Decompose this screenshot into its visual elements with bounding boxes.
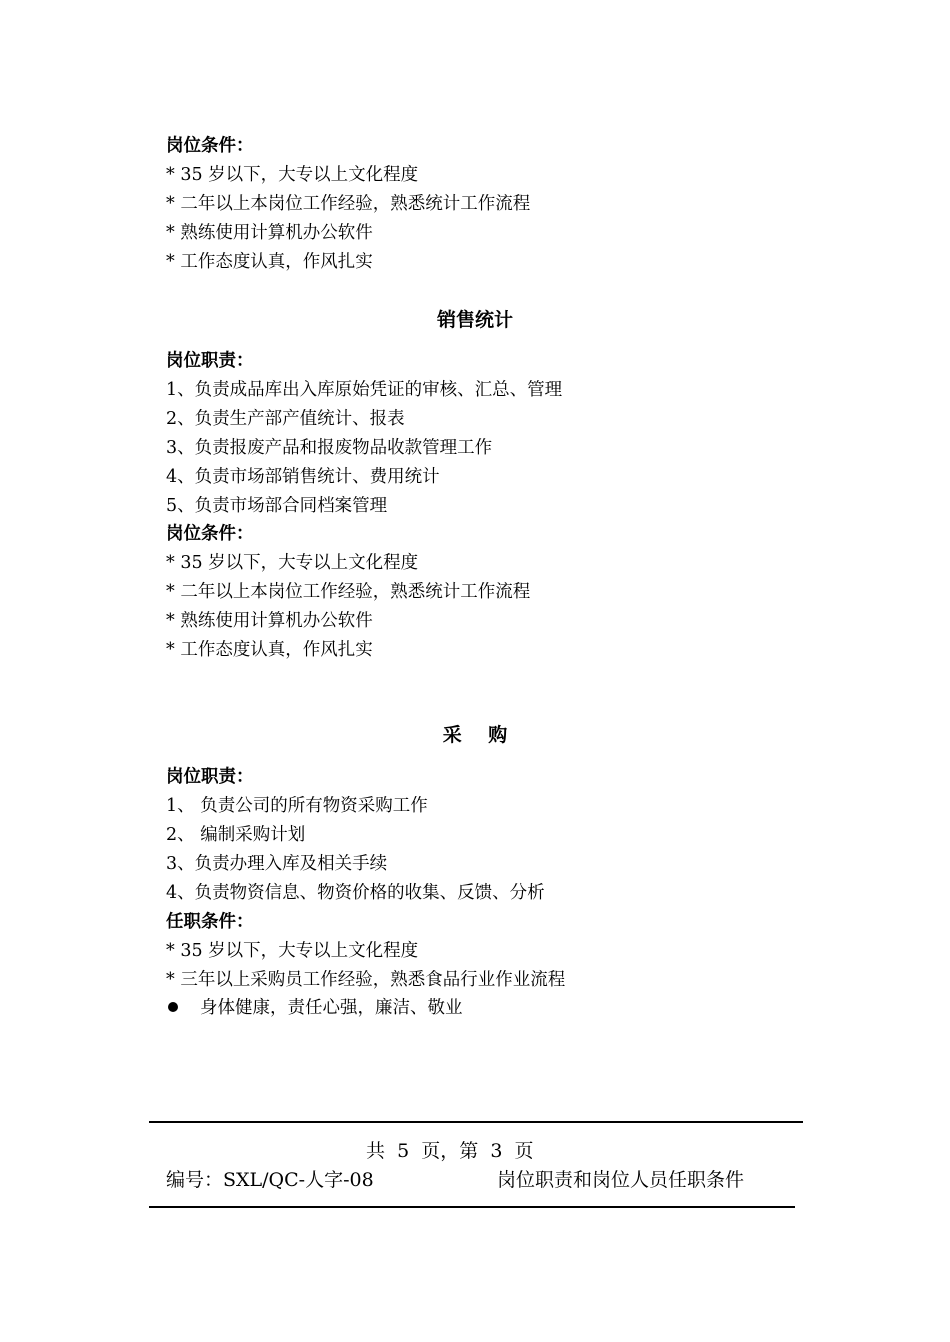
section-title-purchase: 采 购 (442, 724, 508, 746)
duty-item: 3、负责报废产品和报废物品收款管理工作 (166, 438, 493, 458)
doc-number: 编号：SXL/QC-人字-08 (166, 1169, 374, 1191)
section-title-sales: 销售统计 (436, 309, 513, 331)
condition-item: * 35 岁以下，大专以上文化程度 (166, 553, 419, 573)
duty-item: 2、 编制采购计划 (166, 825, 306, 845)
duty-item: 3、负责办理入库及相关手续 (166, 854, 388, 874)
duty-item: 4、负责市场部销售统计、费用统计 (166, 467, 440, 487)
condition-item: * 二年以上本岗位工作经验，熟悉统计工作流程 (166, 582, 531, 602)
page-info: 共 5 页，第 3 页 (366, 1140, 534, 1162)
conditions-heading: 岗位条件： (166, 136, 254, 156)
duties-heading: 岗位职责： (166, 767, 254, 787)
duties-heading: 岗位职责： (166, 351, 254, 371)
footer-top-rule (149, 1121, 803, 1123)
bullet-item: 身体健康，责任心强，廉洁、敬业 (200, 998, 463, 1018)
bullet-dot-icon (168, 1002, 178, 1012)
duty-item: 5、负责市场部合同档案管理 (166, 496, 388, 516)
condition-item: * 三年以上采购员工作经验，熟悉食品行业作业流程 (166, 970, 566, 990)
condition-item: * 二年以上本岗位工作经验，熟悉统计工作流程 (166, 194, 531, 214)
conditions-heading: 任职条件： (166, 912, 254, 932)
condition-item: * 熟练使用计算机办公软件 (166, 223, 373, 243)
condition-item: * 工作态度认真，作风扎实 (166, 640, 373, 660)
condition-item: * 35 岁以下，大专以上文化程度 (166, 165, 419, 185)
doc-title: 岗位职责和岗位人员任职条件 (497, 1169, 745, 1191)
duty-item: 1、 负责公司的所有物资采购工作 (166, 796, 428, 816)
duty-item: 2、负责生产部产值统计、报表 (166, 409, 405, 429)
duty-item: 1、负责成品库出入库原始凭证的审核、汇总、管理 (166, 380, 563, 400)
condition-item: * 熟练使用计算机办公软件 (166, 611, 373, 631)
conditions-heading: 岗位条件： (166, 524, 254, 544)
duty-item: 4、负责物资信息、物资价格的收集、反馈、分析 (166, 883, 545, 903)
condition-item: * 工作态度认真，作风扎实 (166, 252, 373, 272)
footer-bottom-rule (149, 1206, 795, 1208)
condition-item: * 35 岁以下，大专以上文化程度 (166, 941, 419, 961)
